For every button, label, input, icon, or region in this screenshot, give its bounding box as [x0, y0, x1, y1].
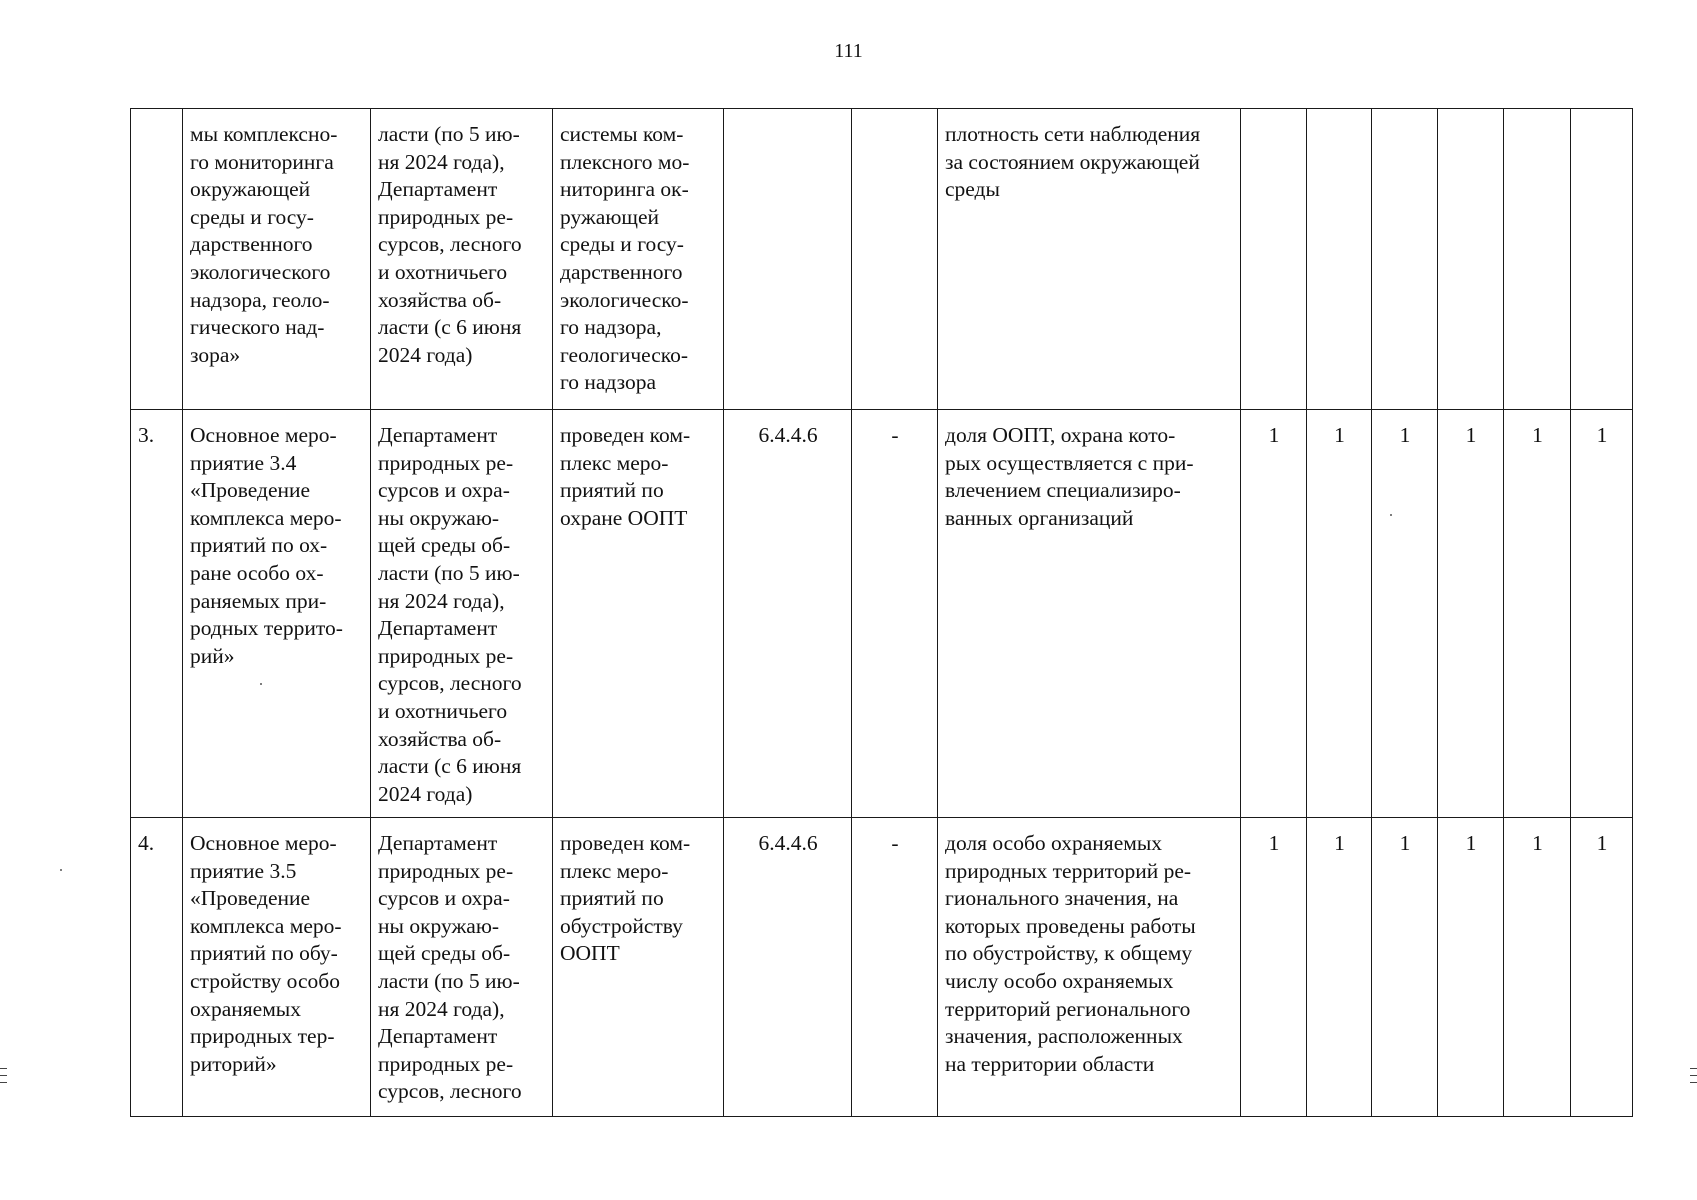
responsible-cell-line: Департамент [378, 177, 498, 202]
result-cell-line: приятий по [560, 886, 664, 911]
responsible-cell-line: и охотничьего [378, 698, 508, 723]
responsible-cell-line: Департамент [378, 616, 498, 641]
activity-cell-line: комплекса меро- [190, 913, 342, 938]
responsible-cell-line: Департамент [378, 423, 498, 447]
indicator-cell-line: по обустройству, к общему [945, 941, 1193, 966]
result-cell-line: экологическо- [560, 287, 689, 312]
indicator-cell-line: среды [945, 177, 1000, 202]
responsible-cell-line: природных ре- [378, 858, 514, 883]
activity-cell-line: приятий по ох- [190, 533, 328, 558]
result-cell-line: дарственного [560, 259, 683, 284]
responsible-cell [371, 818, 553, 1117]
table-body [131, 109, 1633, 1117]
result-cell-line: системы ком- [560, 122, 684, 146]
row-number-cell: 4. [131, 818, 183, 1117]
responsible-cell-line: природных ре- [378, 1051, 514, 1076]
result-cell-line: го надзора, [560, 315, 662, 340]
responsible-cell-line: сурсов, лесного [378, 232, 522, 257]
activity-cell-line: стройству особо [190, 968, 340, 993]
scan-speck [260, 683, 262, 685]
responsible-cell-line: природных ре- [378, 450, 514, 475]
activity-cell-line: окружающей [190, 177, 311, 202]
indicator-cell-line: природных территорий ре- [945, 858, 1192, 883]
activity-cell-line: риторий» [190, 1051, 277, 1076]
result-cell-line: проведен ком- [560, 831, 691, 855]
value-cell [1571, 109, 1633, 410]
result-cell-line: плекс меро- [560, 450, 669, 475]
result-cell [553, 410, 724, 818]
indicator-cell-line: плотность сети наблюдения [945, 122, 1201, 146]
indicator-cell-line: рых осуществляется с при- [945, 450, 1194, 475]
activity-cell [183, 109, 371, 410]
responsible-cell-line: сурсов, лесного [378, 671, 522, 696]
indicator-code-cell: 6.4.4.6 [724, 818, 852, 1117]
indicator-cell-line: влечением специализиро- [945, 478, 1181, 503]
indicator-cell-line: доля особо охраняемых [945, 831, 1163, 855]
value-cell: 1 [1307, 818, 1372, 1117]
responsible-cell-line: и охотничьего [378, 259, 508, 284]
result-cell-line: проведен ком- [560, 423, 691, 447]
responsible-cell [371, 109, 553, 410]
indicator-cell-line: за состоянием окружающей [945, 149, 1200, 174]
indicator-cell [938, 410, 1241, 818]
activity-cell-line: охраняемых [190, 996, 301, 1021]
responsible-cell-line: хозяйства об- [378, 726, 502, 751]
value-cell: 1 [1504, 410, 1571, 818]
result-cell [553, 109, 724, 410]
page-number: 111 [834, 40, 863, 62]
value-cell: 1 [1438, 410, 1504, 818]
activity-cell [183, 818, 371, 1117]
result-cell-line: ниторинга ок- [560, 177, 689, 202]
activity-cell-line: рий» [190, 643, 235, 668]
indicator-cell-line: ванных организаций [945, 505, 1134, 530]
activity-cell-line: приятий по обу- [190, 941, 338, 966]
indicator-cell-line: которых проведены работы [945, 913, 1196, 938]
activity-cell-line: комплекса меро- [190, 505, 342, 530]
dash-cell: - [852, 818, 938, 1117]
responsible-cell-line: ласти (с 6 июня [378, 315, 522, 340]
responsible-cell-line: ня 2024 года), [378, 149, 505, 174]
value-cell: 1 [1504, 818, 1571, 1117]
right-margin-mark [1690, 1075, 1697, 1076]
responsible-cell-line: Департамент [378, 1024, 498, 1049]
activity-cell-line: Основное меро- [190, 423, 337, 447]
responsible-cell-line: природных ре- [378, 204, 514, 229]
activity-cell-line: мы комплексно- [190, 122, 338, 146]
indicator-code-cell: 6.4.4.6 [724, 410, 852, 818]
responsible-cell-line: сурсов и охра- [378, 886, 510, 911]
responsible-cell [371, 410, 553, 818]
indicator-cell-line: на территории области [945, 1051, 1155, 1076]
activity-cell-line: природных тер- [190, 1024, 335, 1049]
activity-cell-line: приятие 3.4 [190, 450, 297, 475]
responsible-cell-line: 2024 года) [378, 781, 473, 806]
responsible-cell-line: ласти (по 5 ию- [378, 122, 520, 146]
row-number-cell [131, 109, 183, 410]
indicator-cell-line: гионального значения, на [945, 886, 1179, 911]
left-margin-mark [0, 1075, 7, 1076]
value-cell: 1 [1372, 818, 1438, 1117]
responsible-cell-line: хозяйства об- [378, 287, 502, 312]
table-row [131, 410, 1633, 818]
value-cell: 1 [1438, 818, 1504, 1117]
dash-cell: - [852, 410, 938, 818]
table-row [131, 818, 1633, 1117]
value-cell: 1 [1307, 410, 1372, 818]
activity-cell-line: ране особо ох- [190, 560, 324, 585]
activity-cell-line: дарственного [190, 232, 313, 257]
activity-cell-line: среды и госу- [190, 204, 314, 229]
result-cell-line: плексного мо- [560, 149, 690, 174]
indicator-cell [938, 109, 1241, 410]
responsible-cell-line: ны окружаю- [378, 505, 500, 530]
indicator-cell-line: числу особо охраняемых [945, 968, 1174, 993]
result-cell-line: приятий по [560, 478, 664, 503]
responsible-cell-line: ласти (с 6 июня [378, 754, 522, 779]
right-margin-mark [1690, 1082, 1697, 1083]
value-cell: 1 [1241, 410, 1307, 818]
result-cell-line: среды и госу- [560, 232, 684, 257]
dash-cell [852, 109, 938, 410]
responsible-cell-line: ня 2024 года), [378, 588, 505, 613]
activity-cell-line: приятие 3.5 [190, 858, 297, 883]
activity-cell-line: «Проведение [190, 886, 311, 911]
row-number-cell: 3. [131, 410, 183, 818]
left-margin-mark [0, 1082, 7, 1083]
result-cell-line: ООПТ [560, 941, 620, 966]
value-cell [1307, 109, 1372, 410]
left-margin-mark [0, 1068, 7, 1069]
indicator-cell-line: доля ООПТ, охрана кото- [945, 423, 1176, 447]
responsible-cell-line: ня 2024 года), [378, 996, 505, 1021]
responsible-cell-line: ласти (по 5 ию- [378, 560, 520, 585]
responsible-cell-line: щей среды об- [378, 941, 511, 966]
activity-cell-line: «Проведение [190, 478, 311, 503]
result-cell [553, 818, 724, 1117]
scan-speck [1390, 514, 1392, 516]
responsible-cell-line: ны окружаю- [378, 913, 500, 938]
activity-cell-line: экологического [190, 259, 331, 284]
value-cell [1241, 109, 1307, 410]
activity-cell-line: Основное меро- [190, 831, 337, 855]
indicator-cell [938, 818, 1241, 1117]
value-cell [1504, 109, 1571, 410]
result-cell-line: обустройству [560, 913, 683, 938]
activity-cell-line: го мониторинга [190, 149, 334, 174]
result-cell-line: плекс меро- [560, 858, 669, 883]
table-row [131, 109, 1633, 410]
activity-cell [183, 410, 371, 818]
responsible-cell-line: Департамент [378, 831, 498, 855]
result-cell-line: го надзора [560, 370, 657, 395]
responsible-cell-line: 2024 года) [378, 342, 473, 367]
activity-cell-line: зора» [190, 342, 241, 367]
value-cell: 1 [1372, 410, 1438, 818]
activity-cell-line: гического над- [190, 315, 325, 340]
activity-cell-line: родных террито- [190, 616, 343, 641]
result-cell-line: геологическо- [560, 342, 689, 367]
value-cell [1438, 109, 1504, 410]
right-margin-mark [1690, 1068, 1697, 1069]
activity-cell-line: раняемых при- [190, 588, 327, 613]
responsible-cell-line: ласти (по 5 ию- [378, 968, 520, 993]
program-table [130, 108, 1633, 1117]
responsible-cell-line: сурсов, лесного [378, 1079, 522, 1104]
result-cell-line: ружающей [560, 204, 659, 229]
responsible-cell-line: щей среды об- [378, 533, 511, 558]
indicator-cell-line: значения, расположенных [945, 1024, 1183, 1049]
result-cell-line: охране ООПТ [560, 505, 688, 530]
value-cell: 1 [1241, 818, 1307, 1117]
value-cell [1372, 109, 1438, 410]
value-cell: 1 [1571, 410, 1633, 818]
indicator-code-cell [724, 109, 852, 410]
scan-speck [60, 869, 62, 871]
value-cell: 1 [1571, 818, 1633, 1117]
responsible-cell-line: сурсов и охра- [378, 478, 510, 503]
activity-cell-line: надзора, геоло- [190, 287, 330, 312]
indicator-cell-line: территорий регионального [945, 996, 1191, 1021]
responsible-cell-line: природных ре- [378, 643, 514, 668]
